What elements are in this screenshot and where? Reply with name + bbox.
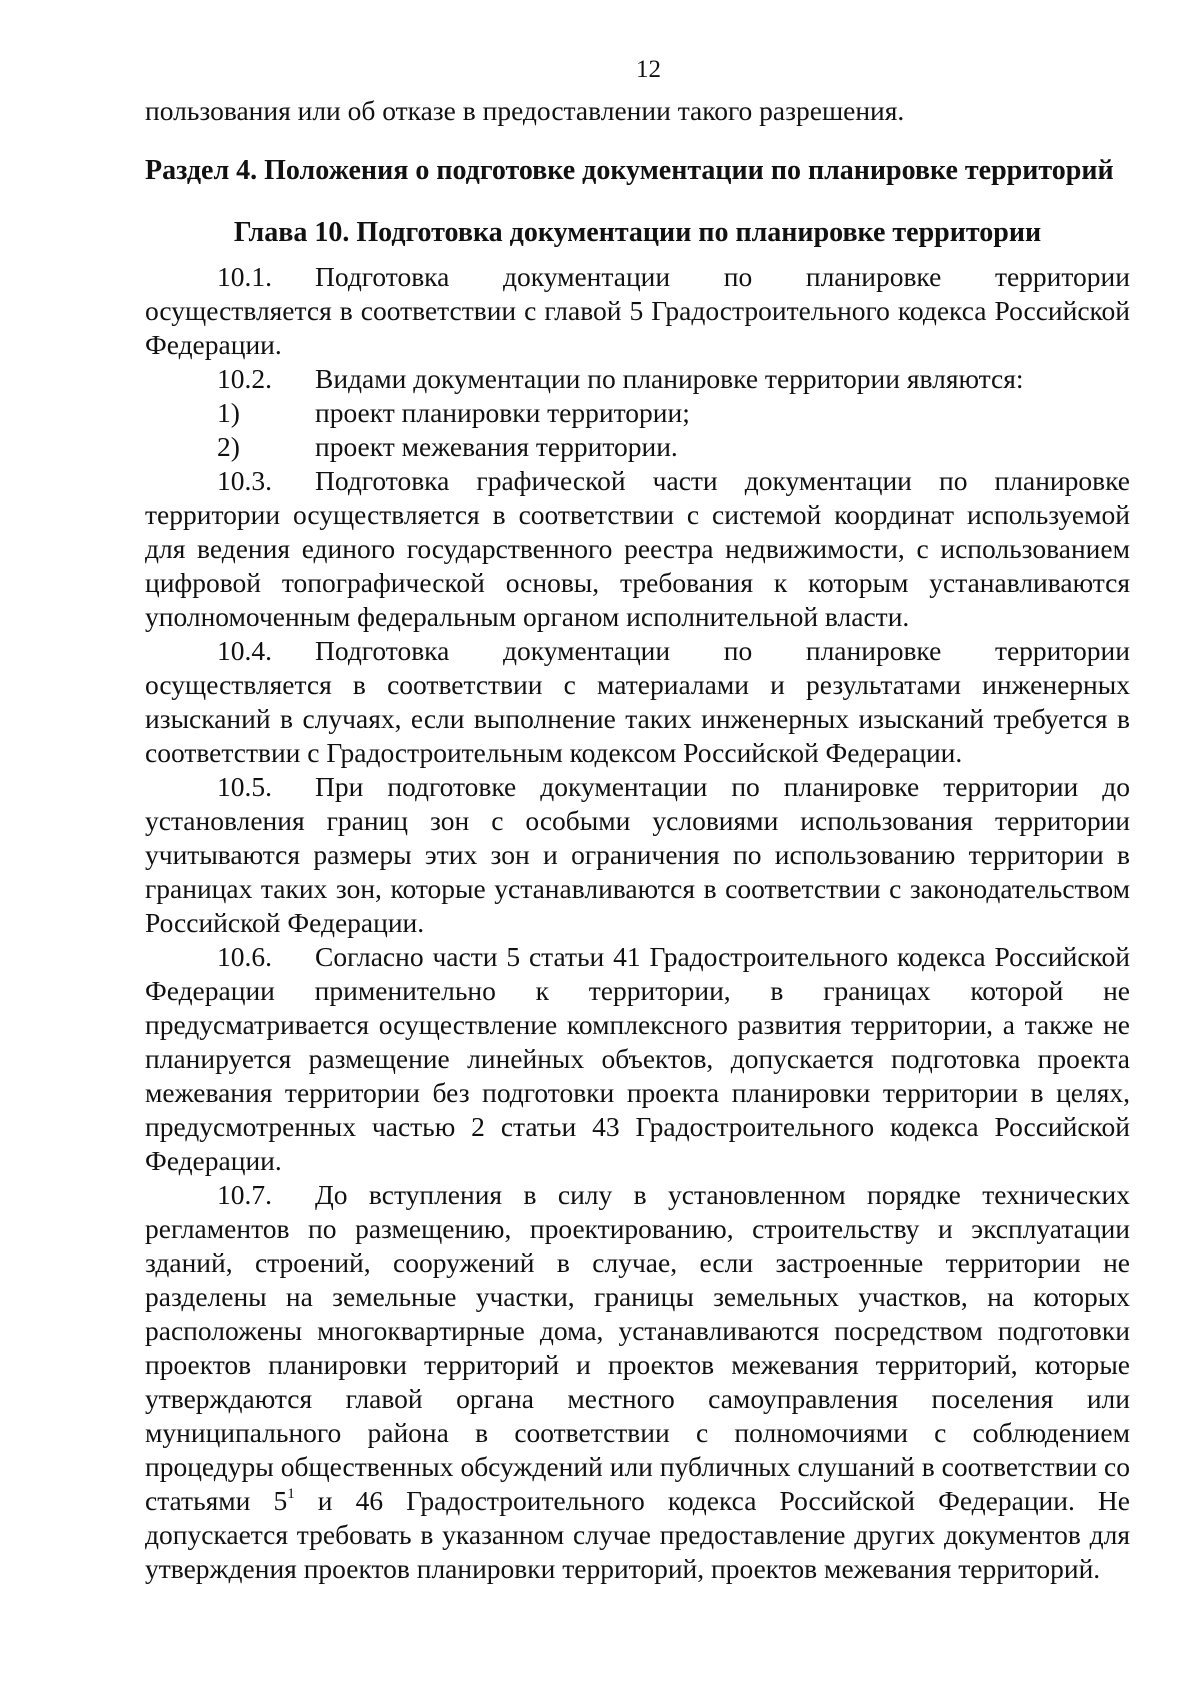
paragraph-number: 10.7.	[217, 1179, 272, 1210]
paragraph-number: 10.5.	[217, 771, 272, 802]
paragraph-10-3	[145, 464, 1130, 634]
list-item-text: проект планировки территории;	[315, 397, 690, 428]
section-title: Раздел 4. Положения о подготовке документации по планировке территорий	[145, 155, 1114, 186]
paragraph-10-7	[145, 1178, 1130, 1586]
paragraph-text: Видами документации по планировке территории являются:	[315, 363, 1024, 394]
paragraph-number: 10.3.	[217, 465, 272, 496]
paragraph-number: 10.2.	[217, 363, 272, 394]
list-item-2	[145, 430, 1130, 464]
paragraph-10-5	[145, 770, 1130, 940]
paragraph-number: 10.1.	[217, 261, 272, 292]
list-item-number: 2)	[217, 431, 240, 462]
superscript-index: 1	[287, 1486, 295, 1502]
list-item-number: 1)	[217, 397, 240, 428]
paragraph-text: Подготовка документации по планировке территории осуществляется в соответствии с главой 5 Градостроительного кодекса Российской Федерации.	[145, 261, 1130, 360]
paragraph-10-4	[145, 634, 1130, 770]
paragraph-10-6	[145, 940, 1130, 1178]
paragraph-10-1	[145, 260, 1130, 362]
document-page	[145, 50, 1130, 1586]
page-number: 12	[636, 56, 661, 83]
list-item-1	[145, 396, 1130, 430]
chapter-title: Глава 10. Подготовка документации по планировке территории	[233, 217, 1042, 248]
paragraph-text-after-superscript: и 46 Градостроительного кодекса Российской Федерации. Не допускается требовать в указанном случае предоставление других документов для утверждения проектов планировки территорий, проектов межевания территорий.	[145, 1485, 1130, 1584]
paragraph-text-before-superscript: До вступления в силу в установленном порядке технических регламентов по размещению, проектированию, строительству и эксплуатации зданий, строений, сооружений в случае, если застроенные территории не разделены на земельные участки, границы земельных участков, на которых расположены многоквартирные дома, устанавливаются посредством подготовки проектов планировки территорий и проектов межевания территорий, которые утверждаются главой органа местного самоуправления поселения или муниципального района в соответствии с полномочиями с соблюдением процедуры общественных обсуждений или публичных слушаний в соответствии со статьями 5	[145, 1179, 1130, 1516]
paragraph-text: Подготовка документации по планировке территории осуществляется в соответствии с материалами и результатами инженерных изысканий в случаях, если выполнение таких инженерных изысканий требуется в соответствии с Градостроительным кодексом Российской Федерации.	[145, 635, 1130, 768]
paragraph-number: 10.4.	[217, 635, 272, 666]
paragraph-10-2	[145, 362, 1130, 396]
paragraph-text: Согласно части 5 статьи 41 Градостроительного кодекса Российской Федерации применительно к территории, в границах которой не предусматривается осуществление комплексного развития территории, а также не планируется размещение линейных объектов, допускается подготовка проекта межевания территории без подготовки проекта планировки территории в целях, предусмотренных частью 2 статьи 43 Градостроительного кодекса Российской Федерации.	[145, 941, 1130, 1176]
list-item-text: проект межевания территории.	[315, 431, 678, 462]
paragraph-text: При подготовке документации по планировке территории до установления границ зон с особыми условиями использования территории учитываются размеры этих зон и ограничения по использованию территории в границах таких зон, которые устанавливаются в соответствии с законодательством Российской Федерации.	[145, 771, 1130, 938]
paragraph-number: 10.6.	[217, 941, 272, 972]
continued-paragraph: пользования или об отказе в предоставлении такого разрешения.	[145, 95, 905, 126]
paragraph-text: Подготовка графической части документации по планировке территории осуществляется в соответствии с системой координат используемой для ведения единого государственного реестра недвижимости, с использованием цифровой топографической основы, требования к которым устанавливаются уполномоченным федеральным органом исполнительной власти.	[145, 465, 1130, 632]
